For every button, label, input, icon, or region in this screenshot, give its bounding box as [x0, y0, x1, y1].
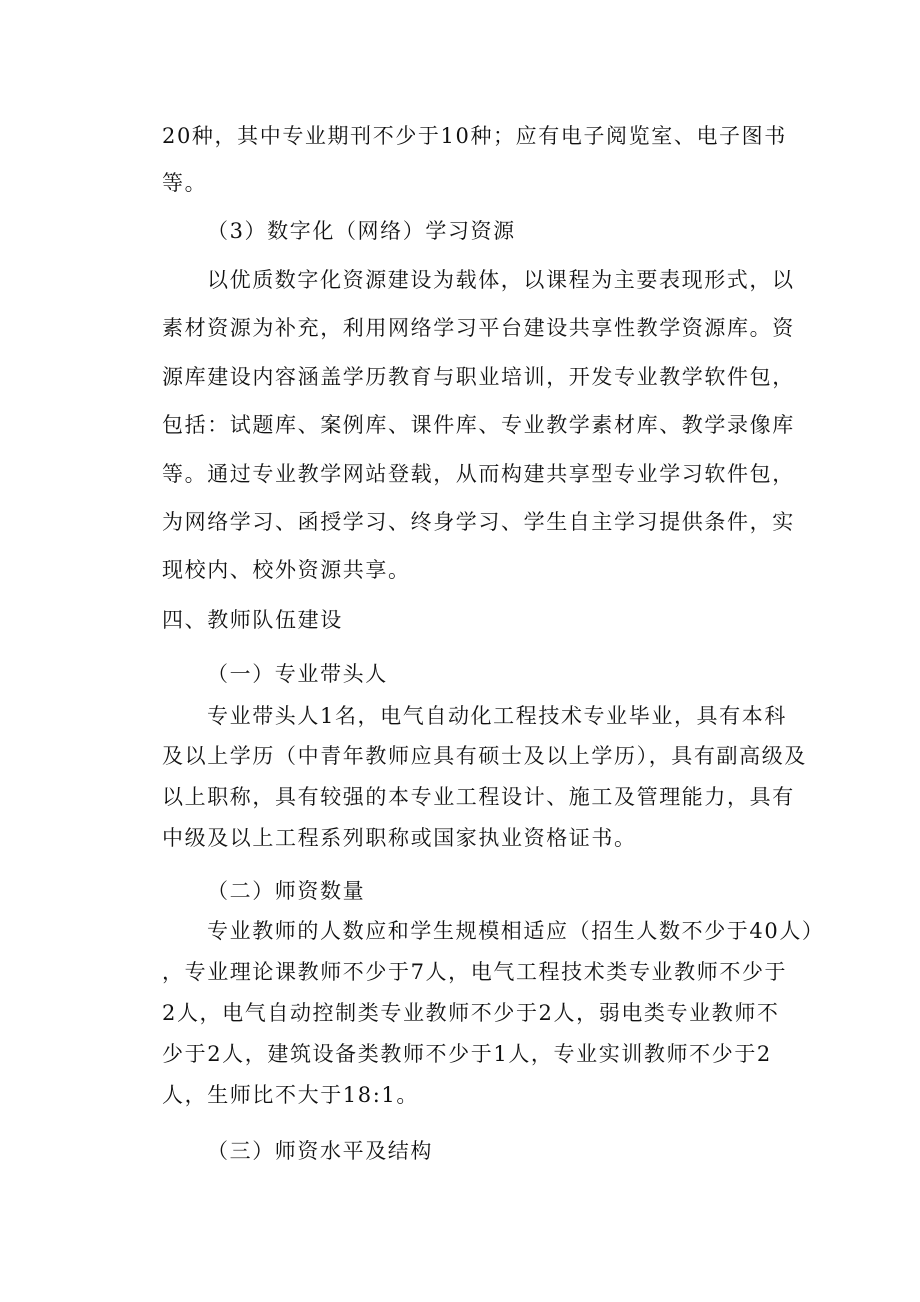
text-line: 及以上学历（中青年教师应具有硕士及以上学历），具有副高级及 — [162, 744, 807, 768]
text-line: 专业教师的人数应和学生规模相适应（招生人数不少于40人） — [207, 919, 825, 943]
text-line: 20种，其中专业期刊不少于10种；应有电子阅览室、电子图书 — [162, 124, 787, 148]
text-line: 为网络学习、函授学习、终身学习、学生自主学习提供条件，实 — [162, 510, 795, 534]
text-line: 少于2人，建筑设备类教师不少于1人，专业实训教师不少于2 — [162, 1042, 772, 1066]
subsection-heading: （3）数字化（网络）学习资源 — [207, 219, 516, 243]
text-line: 包括：试题库、案例库、课件库、专业教学素材库、教学录像库 — [162, 413, 795, 437]
section-heading: 四、教师队伍建设 — [162, 608, 343, 632]
text-line: 源库建设内容涵盖学历教育与职业培训，开发专业教学软件包， — [162, 365, 795, 389]
text-line: 2人，电气自动控制类专业教师不少于2人，弱电类专业教师不 — [162, 1001, 780, 1025]
text-line: ，专业理论课教师不少于7人，电气工程技术类专业教师不少于 — [162, 960, 788, 984]
text-line: 现校内、校外资源共享。 — [162, 558, 411, 582]
text-line: 素材资源为补充，利用网络学习平台建设共享性教学资源库。资 — [162, 316, 795, 340]
text-line: 以上职称，具有较强的本专业工程设计、施工及管理能力，具有 — [162, 785, 795, 809]
text-line: 专业带头人1名，电气自动化工程技术专业毕业，具有本科 — [207, 704, 787, 728]
text-line: 等。通过专业教学网站登载，从而构建共享型专业学习软件包， — [162, 462, 795, 486]
text-line: 以优质数字化资源建设为载体，以课程为主要表现形式，以 — [207, 268, 795, 292]
text-line: 人，生师比不大于18:1。 — [162, 1083, 419, 1107]
subsection-heading: （三）师资水平及结构 — [207, 1139, 433, 1163]
text-line: 等。 — [162, 171, 208, 195]
subsection-heading: （一）专业带头人 — [207, 662, 388, 686]
subsection-heading: （二）师资数量 — [207, 879, 366, 903]
text-line: 中级及以上工程系列职称或国家执业资格证书。 — [162, 826, 637, 850]
